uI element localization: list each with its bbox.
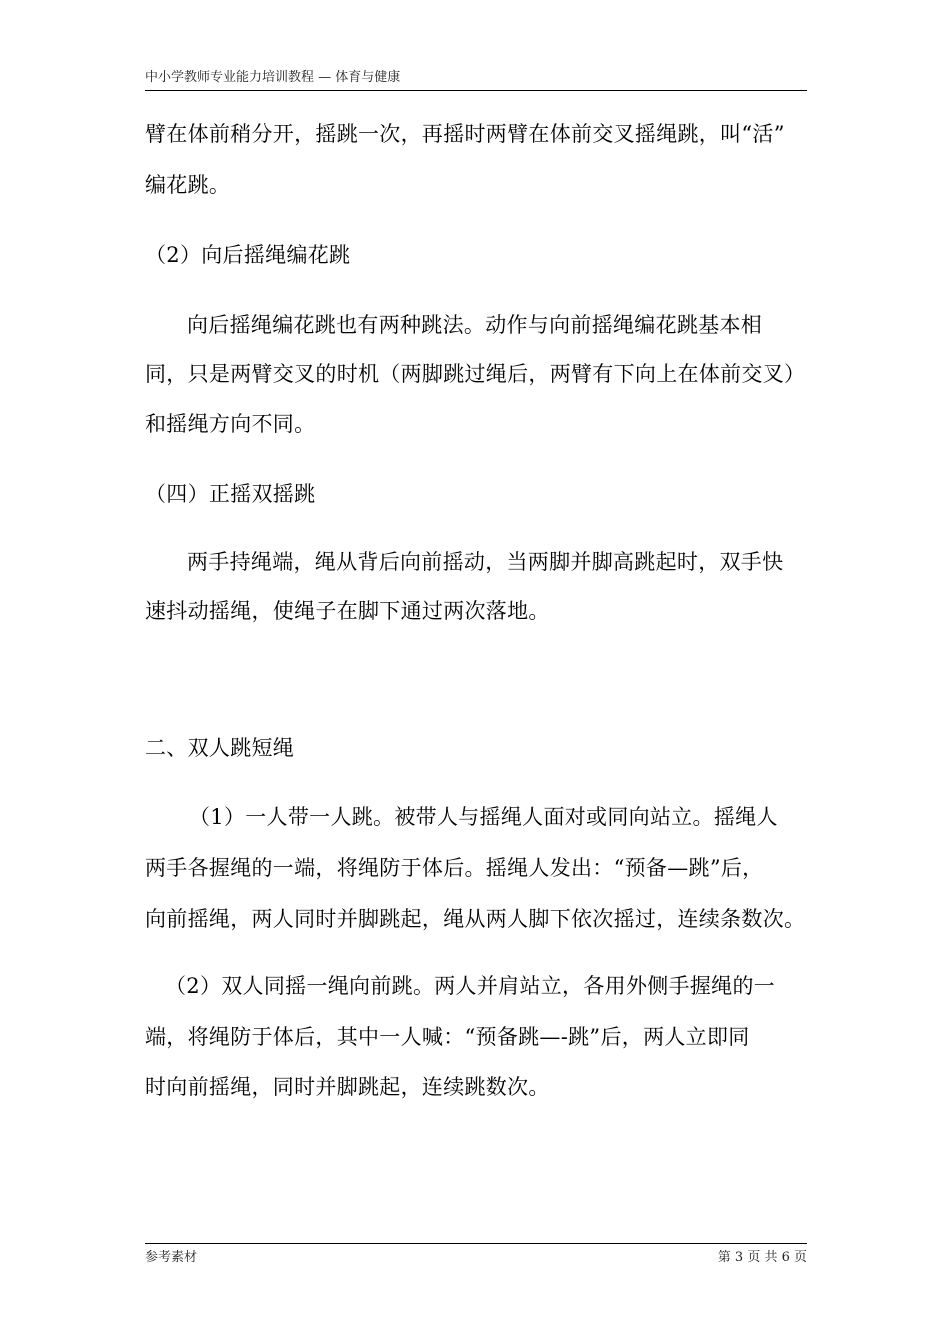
paragraph-line: （1）一人带一人跳。被带人与摇绳人面对或同向站立。摇绳人 bbox=[189, 805, 778, 829]
paragraph-line: 臂在体前稍分开，摇跳一次，再摇时两臂在体前交叉摇绳跳，叫“活” bbox=[145, 122, 785, 146]
paragraph-line: 端，将绳防于体后，其中一人喊：“预备跳—-跳”后，两人立即同 bbox=[145, 1025, 750, 1049]
page-number: 第 3 页 共 6 页 bbox=[717, 1250, 807, 1265]
paragraph-line: （2）双人同摇一绳向前跳。两人并肩站立，各用外侧手握绳的一 bbox=[165, 974, 776, 998]
paragraph-line: 编花跳。 bbox=[145, 173, 231, 197]
paragraph-line: 时向前摇绳，同时并脚跳起，连续跳数次。 bbox=[145, 1075, 550, 1099]
paragraph-line: 向前摇绳，两人同时并脚跳起，绳从两人脚下依次摇过，连续条数次。 bbox=[145, 907, 806, 931]
header-title: 中小学教师专业能力培训教程 — 体育与健康 bbox=[145, 70, 401, 85]
paragraph-line: 两手持绳端，绳从背后向前摇动，当两脚并脚高跳起时，双手快 bbox=[187, 550, 784, 574]
paragraph-line: 速抖动摇绳，使绳子在脚下通过两次落地。 bbox=[145, 599, 550, 623]
page-header bbox=[145, 68, 807, 91]
paragraph-line: 向后摇绳编花跳也有两种跳法。动作与向前摇绳编花跳基本相 bbox=[187, 313, 763, 337]
page-footer bbox=[145, 1243, 807, 1265]
paragraph-line: 和摇绳方向不同。 bbox=[145, 412, 316, 436]
subheading-backward-weave: （2）向后摇绳编花跳 bbox=[145, 243, 351, 267]
paragraph-line: 两手各握绳的一端，将绳防于体后。摇绳人发出：“预备—跳”后， bbox=[145, 856, 764, 880]
paragraph-line: 同，只是两臂交叉的时机（两脚跳过绳后，两臂有下向上在体前交叉） bbox=[145, 362, 806, 386]
subheading-double-under: （四）正摇双摇跳 bbox=[145, 482, 316, 506]
footer-source: 参考素材 bbox=[145, 1250, 198, 1265]
section-heading-pair-rope: 二、双人跳短绳 bbox=[145, 736, 295, 760]
